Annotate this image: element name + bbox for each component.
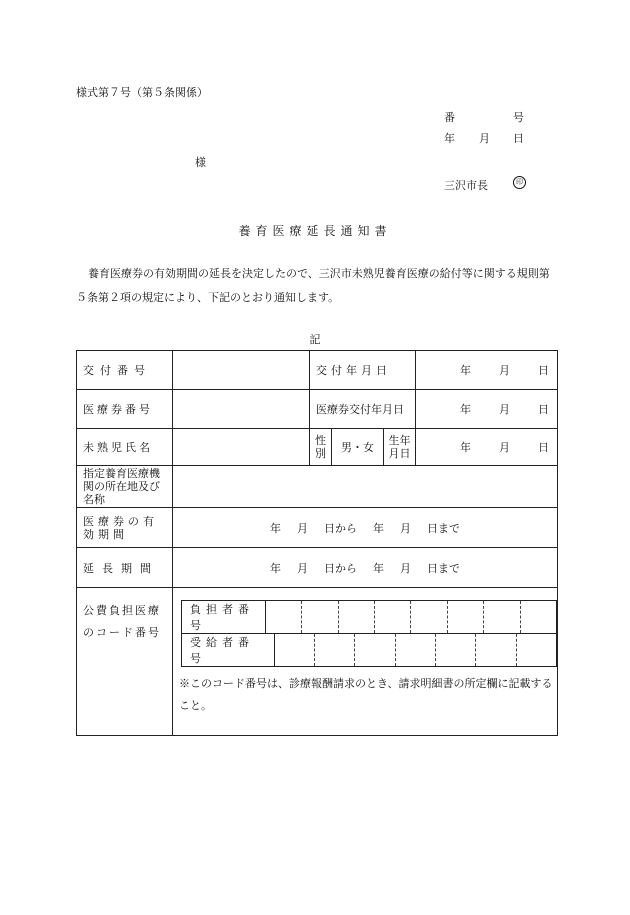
details-table [76, 350, 558, 736]
from-day: 日から [324, 521, 357, 535]
to-year: 年 [373, 561, 384, 575]
issue-day-label: 日 [513, 132, 524, 145]
valid-period-label: 医療券の有効期間 [77, 508, 173, 548]
valid-period-field[interactable] [173, 508, 558, 548]
ticket-issue-date-label: 医療券交付年月日 [310, 390, 416, 429]
to-day: 日まで [427, 561, 460, 575]
to-month: 月 [400, 561, 411, 575]
recipient-digit[interactable] [476, 634, 516, 667]
payer-digit[interactable] [520, 601, 556, 634]
public-code-label: 公費負担医療のコード番号 [77, 588, 173, 736]
day-label: 日 [538, 364, 550, 377]
from-month: 月 [297, 561, 308, 575]
birth-date-label: 生年月日 [384, 429, 416, 466]
recipient-digit[interactable] [395, 634, 435, 667]
infant-name-field[interactable] [173, 429, 310, 466]
body-text: 養育医療券の有効期間の延長を決定したので、三沢市未熟児養育医療の給付等に関する規則第５条第２項の規定により、下記のとおり通知します。 [76, 267, 550, 304]
issue-date-label: 交付年月日 [310, 351, 416, 390]
ticket-number-field[interactable] [173, 390, 310, 429]
number-suffix: 号 [513, 111, 524, 124]
recipient-digit[interactable] [516, 634, 556, 667]
ticket-issue-date-field[interactable] [416, 390, 558, 429]
payer-digit[interactable] [484, 601, 520, 634]
birth-date-field[interactable] [416, 429, 558, 466]
issue-date-field[interactable] [416, 351, 558, 390]
issue-number-label: 交付番号 [77, 351, 173, 390]
extension-period-label: 延長期間 [77, 548, 173, 588]
recipient-digit[interactable] [436, 634, 476, 667]
month-label: 月 [499, 403, 511, 416]
payer-number-box [181, 600, 557, 634]
payer-number-label: 負担者番号 [182, 601, 266, 634]
recipient-number-box [181, 633, 557, 667]
form-number: 様式第７号（第５条関係） [76, 86, 208, 99]
year-label: 年 [460, 403, 472, 416]
issuer-name: 三沢市長 [444, 179, 488, 192]
issue-number-field[interactable] [173, 351, 310, 390]
recipient-number-label: 受給者番号 [182, 634, 275, 667]
number-label: 番 [444, 111, 455, 124]
day-label: 日 [538, 441, 550, 454]
addressee-honorific: 様 [195, 156, 206, 169]
payer-digit[interactable] [375, 601, 411, 634]
payer-digit[interactable] [302, 601, 338, 634]
from-month: 月 [297, 521, 308, 535]
from-year: 年 [270, 561, 281, 575]
extension-period-field[interactable] [173, 548, 558, 588]
year-label: 年 [460, 364, 472, 377]
ki-heading: 記 [309, 333, 321, 346]
recipient-digit[interactable] [355, 634, 395, 667]
institution-field[interactable] [173, 466, 558, 508]
seal-icon: 印 [513, 176, 526, 189]
month-label: 月 [499, 364, 511, 377]
infant-name-label: 未熟児氏名 [77, 429, 173, 466]
to-year: 年 [373, 521, 384, 535]
to-month: 月 [400, 521, 411, 535]
document-title: 養育医療延長通知書 [238, 224, 392, 238]
payer-digit[interactable] [447, 601, 483, 634]
from-day: 日から [324, 561, 357, 575]
day-label: 日 [538, 403, 550, 416]
issue-year-label: 年 [444, 132, 455, 145]
sex-value: 男・女 [332, 429, 384, 466]
ticket-number-label: 医療券番号 [77, 390, 173, 429]
year-label: 年 [460, 441, 472, 454]
recipient-digit[interactable] [274, 634, 314, 667]
to-day: 日まで [427, 521, 460, 535]
recipient-digit[interactable] [315, 634, 355, 667]
from-year: 年 [270, 521, 281, 535]
institution-label: 指定養育医療機関の所在地及び名称 [77, 466, 173, 508]
issue-month-label: 月 [479, 132, 490, 145]
payer-digit[interactable] [265, 601, 301, 634]
code-note: ※このコード番号は、診療報酬請求のとき、請求明細書の所定欄に記載すること。 [179, 677, 553, 712]
month-label: 月 [499, 441, 511, 454]
sex-label: 性別 [310, 429, 332, 466]
payer-digit[interactable] [338, 601, 374, 634]
payer-digit[interactable] [411, 601, 447, 634]
